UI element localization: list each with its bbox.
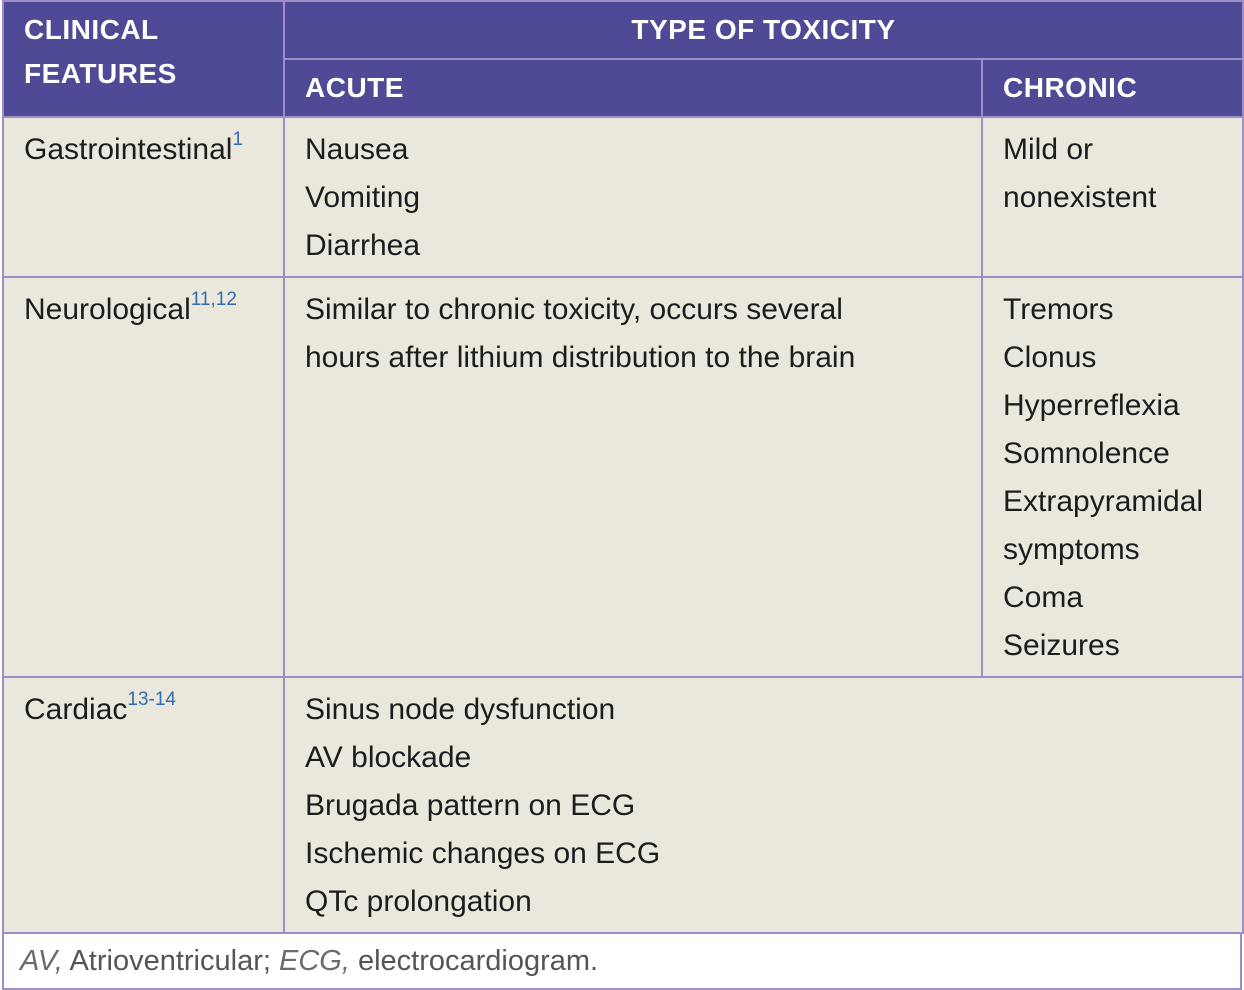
list-item: Tremors bbox=[1003, 293, 1114, 326]
feature-cell bbox=[3, 677, 284, 933]
list-item: AV blockade bbox=[305, 741, 472, 774]
acute-cell bbox=[284, 117, 982, 277]
table-row-cardiac bbox=[3, 677, 1243, 933]
acute-cell bbox=[284, 277, 982, 677]
footnote-def-ecg: electrocardiogram. bbox=[349, 945, 599, 977]
list-item: Sinus node dysfunction bbox=[305, 693, 616, 726]
footnote-abbr-ecg: ECG, bbox=[278, 945, 350, 977]
toxicity-table-figure bbox=[2, 0, 1242, 990]
list-item: QTc prolongation bbox=[305, 885, 532, 918]
list-item: Diarrhea bbox=[305, 229, 421, 262]
list-item: Similar to chronic toxicity, occurs several bbox=[305, 293, 843, 326]
header-type-of-toxicity: TYPE OF TOXICITY bbox=[284, 1, 1243, 59]
list-item: Hyperreflexia bbox=[1003, 389, 1180, 422]
feature-label: Neurological bbox=[24, 293, 191, 326]
list-item: Brugada pattern on ECG bbox=[305, 789, 636, 822]
feature-cell bbox=[3, 117, 284, 277]
toxicity-table bbox=[2, 0, 1244, 934]
reference-link[interactable]: 1 bbox=[232, 129, 244, 150]
list-item: nonexistent bbox=[1003, 181, 1157, 214]
combined-cell bbox=[284, 677, 1243, 933]
list-item: Seizures bbox=[1003, 629, 1120, 662]
list-item: Mild or bbox=[1003, 133, 1094, 166]
list-item: Clonus bbox=[1003, 341, 1097, 374]
table-row-neurological bbox=[3, 277, 1243, 677]
list-item: symptoms bbox=[1003, 533, 1140, 566]
reference-link[interactable]: 13-14 bbox=[127, 689, 176, 710]
footnote-def-av: Atrioventricular; bbox=[63, 945, 279, 977]
list-item: Coma bbox=[1003, 581, 1084, 614]
chronic-cell bbox=[982, 117, 1243, 277]
footnote-abbr-av: AV, bbox=[20, 945, 63, 977]
list-item: Nausea bbox=[305, 133, 409, 166]
feature-label: Cardiac bbox=[24, 693, 128, 726]
header-acute: ACUTE bbox=[284, 59, 982, 117]
list-item: Ischemic changes on ECG bbox=[305, 837, 661, 870]
reference-link[interactable]: 11,12 bbox=[190, 289, 237, 310]
list-item: Extrapyramidal bbox=[1003, 485, 1204, 518]
list-item: Vomiting bbox=[305, 181, 421, 214]
table-footnote bbox=[2, 934, 1242, 990]
chronic-cell bbox=[982, 277, 1243, 677]
feature-cell bbox=[3, 277, 284, 677]
feature-label: Gastrointestinal bbox=[24, 133, 233, 166]
header-chronic: CHRONIC bbox=[982, 59, 1243, 117]
header-clinical-features: CLINICAL FEATURES bbox=[3, 1, 284, 117]
list-item: Somnolence bbox=[1003, 437, 1170, 470]
list-item: hours after lithium distribution to the brain bbox=[305, 341, 856, 374]
table-row-gastrointestinal bbox=[3, 117, 1243, 277]
